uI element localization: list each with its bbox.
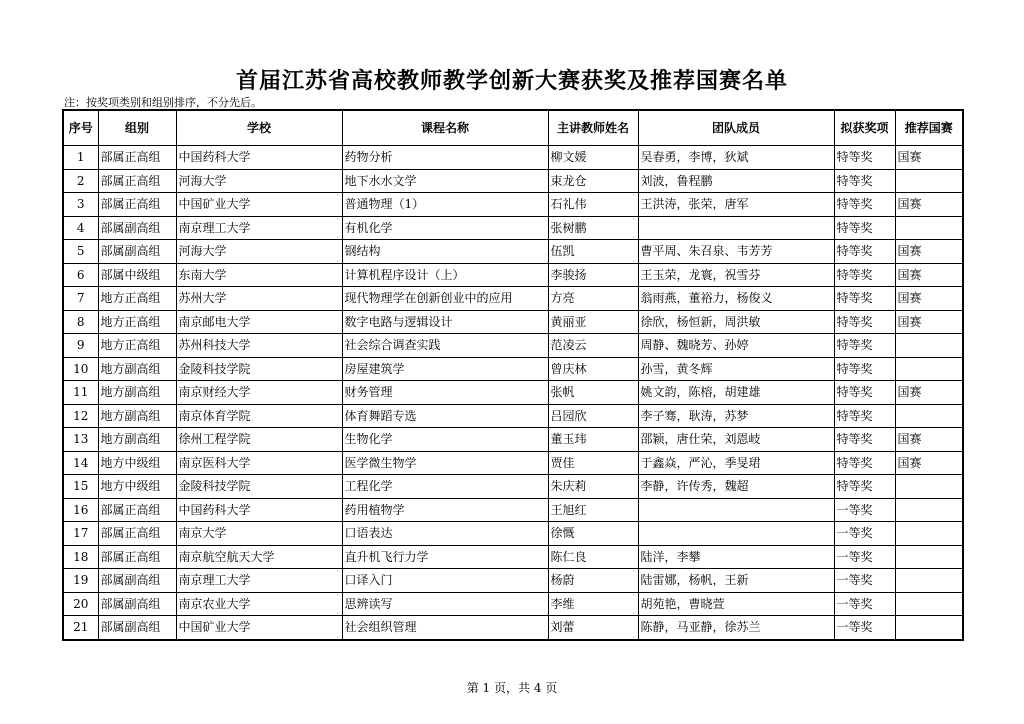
cell-school: 南京体育学院: [176, 404, 342, 428]
cell-index: 19: [63, 569, 98, 593]
cell-teacher: 石礼伟: [548, 193, 638, 217]
cell-national: 国赛: [895, 240, 963, 264]
col-header-award: 拟获奖项: [834, 110, 895, 146]
cell-index: 3: [63, 193, 98, 217]
cell-teacher: 刘蕾: [548, 616, 638, 640]
cell-award: 特等奖: [834, 310, 895, 334]
cell-team: 徐欣，杨恒新，周洪敏: [638, 310, 834, 334]
cell-index: 7: [63, 287, 98, 311]
cell-school: 苏州大学: [176, 287, 342, 311]
cell-course: 口语表达: [342, 522, 548, 546]
cell-national: [895, 334, 963, 358]
table-row: [63, 404, 963, 428]
col-header-national: 推荐国赛: [895, 110, 963, 146]
cell-school: 苏州科技大学: [176, 334, 342, 358]
cell-award: 特等奖: [834, 334, 895, 358]
table-row: [63, 498, 963, 522]
page-title: 首届江苏省高校教师教学创新大赛获奖及推荐国赛名单: [235, 68, 788, 94]
table-row: [63, 381, 963, 405]
cell-index: 1: [63, 146, 98, 170]
table-row: [63, 146, 963, 170]
page-footer: 第 1 页，共 4 页: [466, 681, 558, 695]
table-row: [63, 169, 963, 193]
cell-school: 徐州工程学院: [176, 428, 342, 452]
cell-group: 地方副高组: [98, 357, 176, 381]
table-row: [63, 357, 963, 381]
cell-national: [895, 216, 963, 240]
cell-award: 一等奖: [834, 545, 895, 569]
col-header-team: 团队成员: [638, 110, 834, 146]
cell-team: 于鑫焱，严沁，季旻珺: [638, 451, 834, 475]
cell-teacher: 朱庆莉: [548, 475, 638, 499]
cell-teacher: 方亮: [548, 287, 638, 311]
cell-group: 地方中级组: [98, 475, 176, 499]
cell-index: 5: [63, 240, 98, 264]
cell-index: 21: [63, 616, 98, 640]
cell-teacher: 徐慨: [548, 522, 638, 546]
cell-award: 特等奖: [834, 451, 895, 475]
cell-award: 一等奖: [834, 592, 895, 616]
cell-course: 钢结构: [342, 240, 548, 264]
cell-index: 15: [63, 475, 98, 499]
cell-school: 中国药科大学: [176, 498, 342, 522]
cell-index: 16: [63, 498, 98, 522]
cell-group: 地方副高组: [98, 428, 176, 452]
cell-award: 特等奖: [834, 428, 895, 452]
cell-index: 6: [63, 263, 98, 287]
cell-course: 计算机程序设计（上）: [342, 263, 548, 287]
cell-index: 2: [63, 169, 98, 193]
cell-national: [895, 616, 963, 640]
cell-group: 部属副高组: [98, 216, 176, 240]
cell-group: 地方正高组: [98, 287, 176, 311]
cell-course: 普通物理（1）: [342, 193, 548, 217]
cell-school: 南京医科大学: [176, 451, 342, 475]
table-row: [63, 545, 963, 569]
table-row: [63, 592, 963, 616]
table-row: [63, 475, 963, 499]
cell-team: 王玉荣，龙寰，祝雪芬: [638, 263, 834, 287]
cell-national: [895, 169, 963, 193]
cell-national: 国赛: [895, 263, 963, 287]
cell-course: 数字电路与逻辑设计: [342, 310, 548, 334]
cell-teacher: 张帆: [548, 381, 638, 405]
cell-index: 17: [63, 522, 98, 546]
cell-team: 翁雨燕，董裕力，杨俊义: [638, 287, 834, 311]
cell-school: 南京财经大学: [176, 381, 342, 405]
col-header-index: 序号: [63, 110, 98, 146]
cell-index: 18: [63, 545, 98, 569]
cell-award: 特等奖: [834, 381, 895, 405]
cell-teacher: 范凌云: [548, 334, 638, 358]
cell-school: 南京邮电大学: [176, 310, 342, 334]
cell-team: [638, 498, 834, 522]
col-header-group: 组别: [98, 110, 176, 146]
cell-national: [895, 475, 963, 499]
cell-index: 13: [63, 428, 98, 452]
cell-award: 一等奖: [834, 569, 895, 593]
cell-award: 特等奖: [834, 216, 895, 240]
cell-national: 国赛: [895, 381, 963, 405]
table-row: [63, 616, 963, 640]
cell-index: 4: [63, 216, 98, 240]
award-table: [62, 109, 964, 641]
cell-award: 特等奖: [834, 475, 895, 499]
cell-teacher: 曾庆林: [548, 357, 638, 381]
cell-award: 特等奖: [834, 146, 895, 170]
cell-national: [895, 404, 963, 428]
cell-course: 有机化学: [342, 216, 548, 240]
cell-teacher: 王旭红: [548, 498, 638, 522]
cell-index: 11: [63, 381, 98, 405]
cell-award: 特等奖: [834, 169, 895, 193]
cell-team: [638, 522, 834, 546]
table-row: [63, 240, 963, 264]
cell-teacher: 伍凯: [548, 240, 638, 264]
cell-team: 陆雷娜，杨帆，王新: [638, 569, 834, 593]
cell-team: 邵颖，唐仕荣，刘恩岐: [638, 428, 834, 452]
cell-team: 陈静，马亚静，徐苏兰: [638, 616, 834, 640]
cell-team: 李静，许传秀，魏超: [638, 475, 834, 499]
cell-group: 部属正高组: [98, 169, 176, 193]
cell-award: 一等奖: [834, 616, 895, 640]
table-row: [63, 334, 963, 358]
sort-note: 注：按奖项类别和组别排序，不分先后。: [64, 96, 262, 109]
cell-group: 部属正高组: [98, 498, 176, 522]
cell-course: 财务管理: [342, 381, 548, 405]
table-row: [63, 522, 963, 546]
cell-national: 国赛: [895, 193, 963, 217]
cell-group: 部属副高组: [98, 240, 176, 264]
table-row: [63, 569, 963, 593]
cell-index: 8: [63, 310, 98, 334]
cell-national: 国赛: [895, 146, 963, 170]
cell-school: 南京航空航天大学: [176, 545, 342, 569]
cell-school: 南京农业大学: [176, 592, 342, 616]
table-row: [63, 287, 963, 311]
cell-course: 医学微生物学: [342, 451, 548, 475]
cell-teacher: 董玉玮: [548, 428, 638, 452]
cell-course: 口译入门: [342, 569, 548, 593]
cell-team: 陆洋，李攀: [638, 545, 834, 569]
cell-school: 中国矿业大学: [176, 193, 342, 217]
cell-national: 国赛: [895, 310, 963, 334]
cell-school: 南京理工大学: [176, 216, 342, 240]
cell-course: 生物化学: [342, 428, 548, 452]
cell-course: 体育舞蹈专选: [342, 404, 548, 428]
cell-award: 特等奖: [834, 193, 895, 217]
cell-award: 特等奖: [834, 287, 895, 311]
cell-team: 曹平周、朱召泉、韦芳芳: [638, 240, 834, 264]
cell-index: 10: [63, 357, 98, 381]
cell-team: [638, 216, 834, 240]
table-row: [63, 216, 963, 240]
cell-school: 中国药科大学: [176, 146, 342, 170]
cell-school: 河海大学: [176, 240, 342, 264]
col-header-school: 学校: [176, 110, 342, 146]
cell-national: [895, 545, 963, 569]
cell-award: 特等奖: [834, 357, 895, 381]
cell-teacher: 黄丽亚: [548, 310, 638, 334]
cell-national: [895, 498, 963, 522]
cell-team: 周静、魏晓芳、孙婷: [638, 334, 834, 358]
cell-course: 工程化学: [342, 475, 548, 499]
cell-teacher: 李骏扬: [548, 263, 638, 287]
cell-national: [895, 522, 963, 546]
col-header-course: 课程名称: [342, 110, 548, 146]
cell-teacher: 束龙仓: [548, 169, 638, 193]
cell-group: 地方正高组: [98, 334, 176, 358]
cell-course: 社会综合调查实践: [342, 334, 548, 358]
cell-award: 特等奖: [834, 240, 895, 264]
table-row: [63, 193, 963, 217]
cell-team: 王洪涛，张荣，唐军: [638, 193, 834, 217]
cell-national: [895, 569, 963, 593]
cell-school: 东南大学: [176, 263, 342, 287]
cell-teacher: 贾佳: [548, 451, 638, 475]
cell-national: 国赛: [895, 451, 963, 475]
cell-national: 国赛: [895, 428, 963, 452]
cell-school: 金陵科技学院: [176, 475, 342, 499]
cell-course: 药物分析: [342, 146, 548, 170]
header-row: [63, 110, 963, 146]
cell-team: 刘波，鲁程鹏: [638, 169, 834, 193]
cell-teacher: 吕园欣: [548, 404, 638, 428]
cell-team: 胡苑艳，曹晓萱: [638, 592, 834, 616]
cell-course: 地下水水文学: [342, 169, 548, 193]
cell-school: 南京理工大学: [176, 569, 342, 593]
cell-teacher: 陈仁良: [548, 545, 638, 569]
cell-course: 直升机飞行力学: [342, 545, 548, 569]
cell-index: 9: [63, 334, 98, 358]
cell-team: 吴春勇，李博，狄斌: [638, 146, 834, 170]
table-row: [63, 428, 963, 452]
cell-index: 12: [63, 404, 98, 428]
cell-group: 地方副高组: [98, 381, 176, 405]
cell-award: 一等奖: [834, 498, 895, 522]
cell-teacher: 杨蔚: [548, 569, 638, 593]
cell-teacher: 李维: [548, 592, 638, 616]
cell-national: [895, 592, 963, 616]
cell-index: 14: [63, 451, 98, 475]
cell-course: 现代物理学在创新创业中的应用: [342, 287, 548, 311]
cell-group: 地方正高组: [98, 310, 176, 334]
cell-teacher: 柳文媛: [548, 146, 638, 170]
cell-index: 20: [63, 592, 98, 616]
cell-group: 地方副高组: [98, 404, 176, 428]
table-row: [63, 451, 963, 475]
cell-course: 房屋建筑学: [342, 357, 548, 381]
cell-course: 药用植物学: [342, 498, 548, 522]
cell-group: 部属中级组: [98, 263, 176, 287]
table-row: [63, 310, 963, 334]
cell-group: 部属副高组: [98, 592, 176, 616]
cell-team: 孙雪，黄冬辉: [638, 357, 834, 381]
cell-school: 南京大学: [176, 522, 342, 546]
cell-group: 部属正高组: [98, 522, 176, 546]
cell-award: 一等奖: [834, 522, 895, 546]
cell-national: 国赛: [895, 287, 963, 311]
cell-group: 部属正高组: [98, 146, 176, 170]
cell-teacher: 张树鹏: [548, 216, 638, 240]
col-header-teacher: 主讲教师姓名: [548, 110, 638, 146]
cell-group: 部属正高组: [98, 545, 176, 569]
cell-group: 部属副高组: [98, 616, 176, 640]
table-row: [63, 263, 963, 287]
cell-school: 中国矿业大学: [176, 616, 342, 640]
cell-school: 金陵科技学院: [176, 357, 342, 381]
cell-school: 河海大学: [176, 169, 342, 193]
cell-award: 特等奖: [834, 404, 895, 428]
cell-award: 特等奖: [834, 263, 895, 287]
cell-course: 思辨读写: [342, 592, 548, 616]
cell-group: 部属正高组: [98, 193, 176, 217]
cell-group: 部属副高组: [98, 569, 176, 593]
cell-group: 地方中级组: [98, 451, 176, 475]
cell-team: 李子骞，耿涛，苏梦: [638, 404, 834, 428]
cell-team: 姚文韵，陈榕，胡建雄: [638, 381, 834, 405]
cell-course: 社会组织管理: [342, 616, 548, 640]
cell-national: [895, 357, 963, 381]
